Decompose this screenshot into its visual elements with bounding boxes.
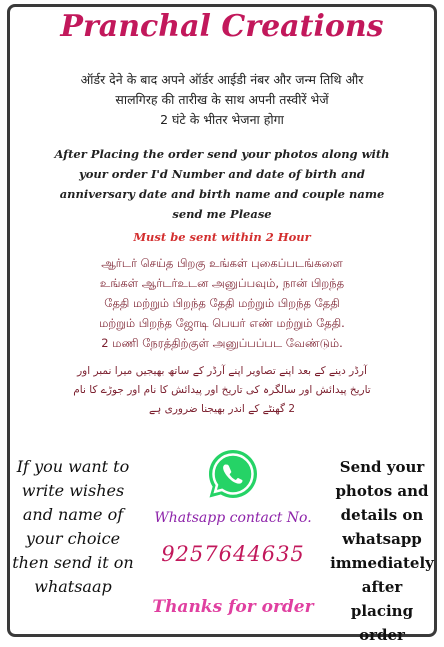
tamil-line: உங்கள் ஆர்டர்உடன அனுப்பவும், நான் பிறந்த — [99, 276, 345, 290]
english-instructions — [40, 144, 404, 224]
send-line: Send your — [339, 458, 425, 476]
send-line: immediately — [330, 554, 434, 572]
page-title: Pranchal Creations — [60, 9, 384, 44]
send-line: whatsapp — [342, 530, 422, 548]
hindi-instructions — [40, 70, 404, 130]
wishes-line: your choice — [25, 529, 121, 548]
wishes-line: then send it on — [12, 553, 134, 572]
phone-number[interactable]: 9257644635 — [161, 542, 305, 566]
english-line: anniversary date and birth name and couple name — [59, 187, 385, 201]
hindi-line: 2 घंटे के भीतर भेजना होगा — [160, 112, 284, 127]
urdu-line: تاریخ پیدائش اور سالگرہ کی تاریخ اور پیدائش کا نام اور جوڑے کا نام — [73, 384, 371, 396]
tamil-line: மற்றும் பிறந்த ஜோடி பெயர் எண் மற்றும் தேதி. — [99, 316, 345, 330]
tamil-line: தேதி மற்றும் பிறந்த தேதி மற்றும் பிறந்த தேதி — [104, 296, 340, 310]
send-line: photos and — [335, 482, 429, 500]
hindi-line: ऑर्डर देने के बाद अपने ऑर्डर आईडी नंबर और जन्म तिथि और — [80, 72, 364, 87]
hindi-line: सालगिरह की तारीख के साथ अपनी तस्वीरें भेजें — [115, 92, 329, 107]
send-photos-note — [330, 455, 434, 647]
english-line: your order I'd Number and date of birth and — [79, 167, 365, 181]
deadline-note: Must be sent within 2 Hour — [133, 230, 311, 244]
tamil-line: 2 மணி நேரத்திற்குள் அனுப்பப்பட வேண்டும். — [101, 336, 343, 350]
wishes-line: whatsaap — [34, 577, 112, 596]
tamil-instructions — [40, 253, 404, 353]
wishes-line: write wishes — [21, 481, 125, 500]
tamil-line: ஆர்டர் செய்த பிறகு உங்கள் புகைப்படங்களை — [101, 256, 343, 270]
urdu-line: آرڈر دینے کے بعد اپنے تصاویر اپنے آرڈر کے ساتھ بھیجیں میرا نمبر اور — [77, 365, 367, 377]
send-line: details on — [340, 506, 424, 524]
english-line: After Placing the order send your photos along with — [54, 147, 390, 161]
send-line: after placing — [350, 578, 414, 620]
english-line: send me Please — [172, 207, 272, 221]
send-line: order — [359, 626, 405, 644]
whatsapp-contact-label: Whatsapp contact No. — [154, 510, 312, 526]
urdu-line: 2 گھنٹے کے اندر بھیجنا ضروری ہے — [148, 403, 296, 415]
wishes-line: If you want to — [16, 457, 130, 476]
urdu-instructions — [44, 362, 400, 419]
poster-card — [7, 4, 437, 644]
wishes-line: and name of — [22, 505, 124, 524]
wishes-note — [10, 455, 136, 599]
whatsapp-icon[interactable] — [206, 447, 260, 501]
thanks-message: Thanks for order — [152, 597, 314, 617]
